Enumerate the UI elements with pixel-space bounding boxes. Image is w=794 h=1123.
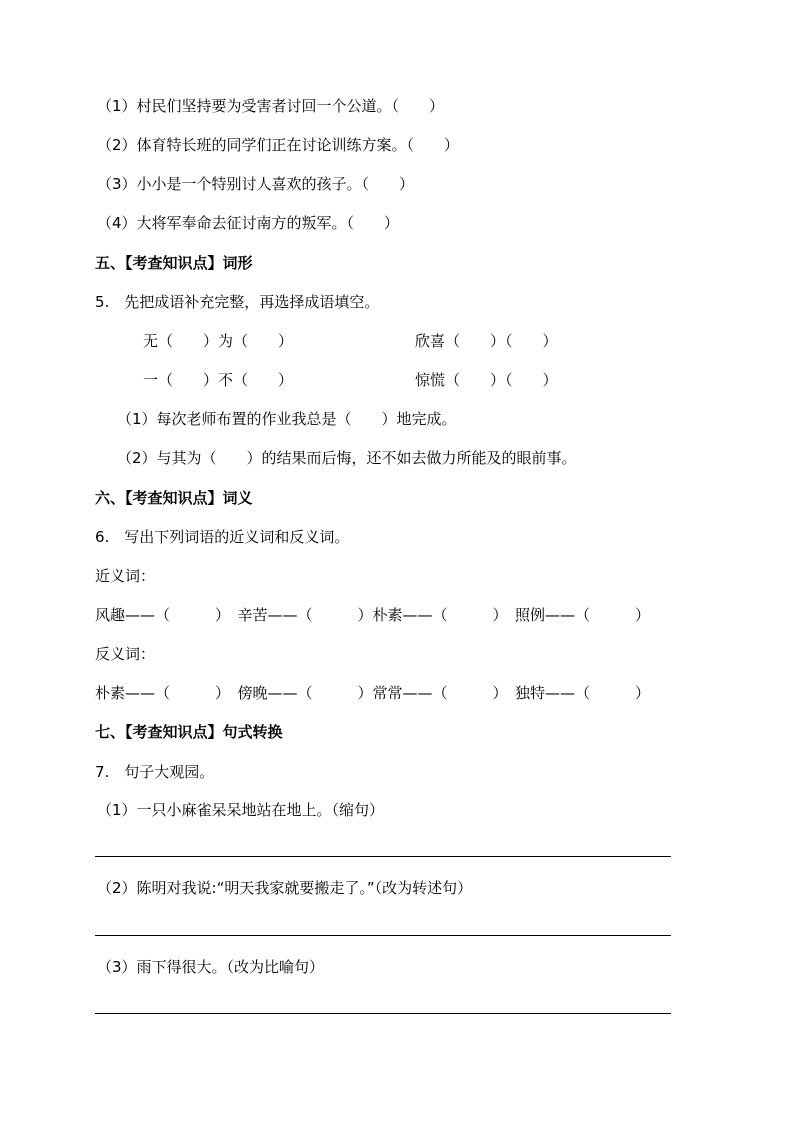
idioms-row1-right: 欣喜（ ）（ ） (415, 332, 558, 350)
antonym-label: 反义词： (95, 645, 156, 663)
section7-item-2: （2）陈明对我说:“明天我家就要搬走了。”（改为转述句） (97, 879, 473, 897)
section6-question: 6. 写出下列词语的近义词和反义词。 (95, 528, 350, 546)
section4-item-3: （3）小小是一个特别讨人喜欢的孩子。（ ） (97, 175, 415, 193)
section7-question: 7. 句子大观园。 (95, 763, 215, 781)
idiom-fill-1: （1）每次老师布置的作业我总是（ ）地完成。 (117, 410, 457, 428)
section6-heading: 六、【考查知识点】词义 (95, 489, 253, 507)
synonym-label: 近义词： (95, 567, 156, 585)
answer-line-1 (95, 856, 671, 857)
answer-line-2 (95, 935, 671, 936)
idioms-row2-right: 惊慌（ ）（ ） (415, 371, 558, 389)
answer-line-3 (95, 1013, 671, 1014)
section5-question: 5. 先把成语补充完整，再选择成语填空。 (95, 293, 380, 311)
section5-heading: 五、【考查知识点】词形 (95, 254, 253, 272)
section7-item-1: （1）一只小麻雀呆呆地站在地上。（缩句） (97, 801, 385, 819)
section4-item-4: （4）大将军奉命去征讨南方的叛军。（ ） (97, 214, 400, 232)
idioms-row2-left: 一（ ）不（ ） (143, 371, 294, 389)
section4-item-1: （1）村民们坚持要为受害者讨回一个公道。（ ） (97, 97, 445, 115)
section4-item-2: （2）体育特长班的同学们正在讨论训练方案。（ ） (97, 136, 460, 154)
antonym-list: 朴素——（ ） 傍晚——（ ）常常——（ ） 独特——（ ） (95, 684, 651, 702)
idioms-row1-left: 无（ ）为（ ） (143, 332, 294, 350)
section7-heading: 七、【考查知识点】句式转换 (95, 723, 283, 741)
section7-item-3: （3）雨下得很大。（改为比喻句） (97, 958, 325, 976)
idiom-fill-2: （2）与其为（ ）的结果而后悔，还不如去做力所能及的眼前事。 (117, 449, 577, 467)
synonym-list: 风趣——（ ） 辛苦——（ ）朴素——（ ） 照例——（ ） (95, 606, 651, 624)
